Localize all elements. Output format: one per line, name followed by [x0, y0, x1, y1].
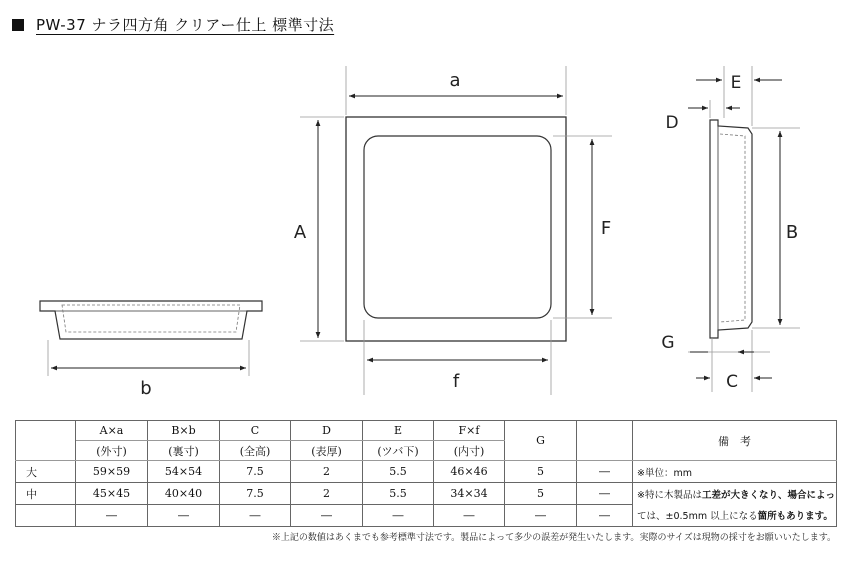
table-cell: 2	[291, 461, 363, 483]
table-cell: 5.5	[363, 461, 434, 483]
table-cell: ―	[577, 483, 633, 505]
header-row-codes	[16, 421, 837, 441]
header-code	[577, 421, 633, 461]
label-A: A	[293, 222, 307, 243]
header-code: D	[291, 421, 363, 441]
header-label: (表厚)	[291, 441, 363, 461]
header-code: A×a	[76, 421, 148, 441]
table-cell: ―	[148, 505, 220, 527]
table-cell: ―	[291, 505, 363, 527]
title-text: PW-37 ナラ四方角 クリアー仕上 標準寸法	[36, 16, 335, 34]
header-code: C	[220, 421, 291, 441]
table-cell: 5	[505, 461, 577, 483]
spec-table	[15, 420, 837, 527]
table-cell: 7.5	[220, 483, 291, 505]
front-view	[294, 66, 612, 395]
table-cell: ―	[76, 505, 148, 527]
label-B: B	[785, 222, 799, 243]
header-code: B×b	[148, 421, 220, 441]
table-cell: ―	[505, 505, 577, 527]
header-code: E	[363, 421, 434, 441]
label-f: f	[452, 371, 460, 392]
row-label: 大	[16, 461, 76, 483]
table-cell: 40×40	[148, 483, 220, 505]
header-code: F×f	[434, 421, 505, 441]
side-view	[661, 66, 800, 392]
table-cell: 34×34	[434, 483, 505, 505]
header-label: (ツバ下)	[363, 441, 434, 461]
label-D: D	[665, 113, 679, 133]
table-cell: ―	[577, 505, 633, 527]
table-cell: 5	[505, 483, 577, 505]
table-cell: 7.5	[220, 461, 291, 483]
table-row	[16, 461, 837, 483]
label-G: G	[661, 333, 675, 353]
label-F: F	[600, 218, 612, 239]
label-b: b	[140, 378, 152, 399]
row-label	[16, 505, 76, 527]
header-label: (裏寸)	[148, 441, 220, 461]
header-corner	[16, 421, 76, 461]
header-label: (外寸)	[76, 441, 148, 461]
remarks-note-line1: ※特に木製品は工差が大きくなり、場合によっ	[633, 483, 837, 505]
table-cell: 59×59	[76, 461, 148, 483]
remarks-note-line2: ては、±0.5mm 以上になる箇所もあります。	[633, 505, 837, 527]
table-cell: 46×46	[434, 461, 505, 483]
profile-view	[40, 301, 262, 399]
row-label: 中	[16, 483, 76, 505]
header-label: (内寸)	[434, 441, 505, 461]
remarks-unit: ※単位：mm	[633, 461, 837, 483]
remarks-header: 備 考	[633, 421, 837, 461]
label-E: E	[730, 73, 742, 93]
table-cell: ―	[220, 505, 291, 527]
label-a: a	[449, 70, 461, 91]
table-cell: 45×45	[76, 483, 148, 505]
table-cell: ―	[434, 505, 505, 527]
footnote: ※上記の数値はあくまでも参考標準寸法です。製品によって多少の誤差が発生いたします。実際のサイズは現物の採寸をお願いいたします。	[271, 533, 836, 543]
table-cell: 2	[291, 483, 363, 505]
table-cell: ―	[577, 461, 633, 483]
table-cell: 5.5	[363, 483, 434, 505]
header-code: G	[505, 421, 577, 461]
header-label: (全高)	[220, 441, 291, 461]
label-C: C	[726, 372, 738, 392]
table-row	[16, 483, 837, 505]
table-cell: 54×54	[148, 461, 220, 483]
table-cell: ―	[363, 505, 434, 527]
table-row	[16, 505, 837, 527]
